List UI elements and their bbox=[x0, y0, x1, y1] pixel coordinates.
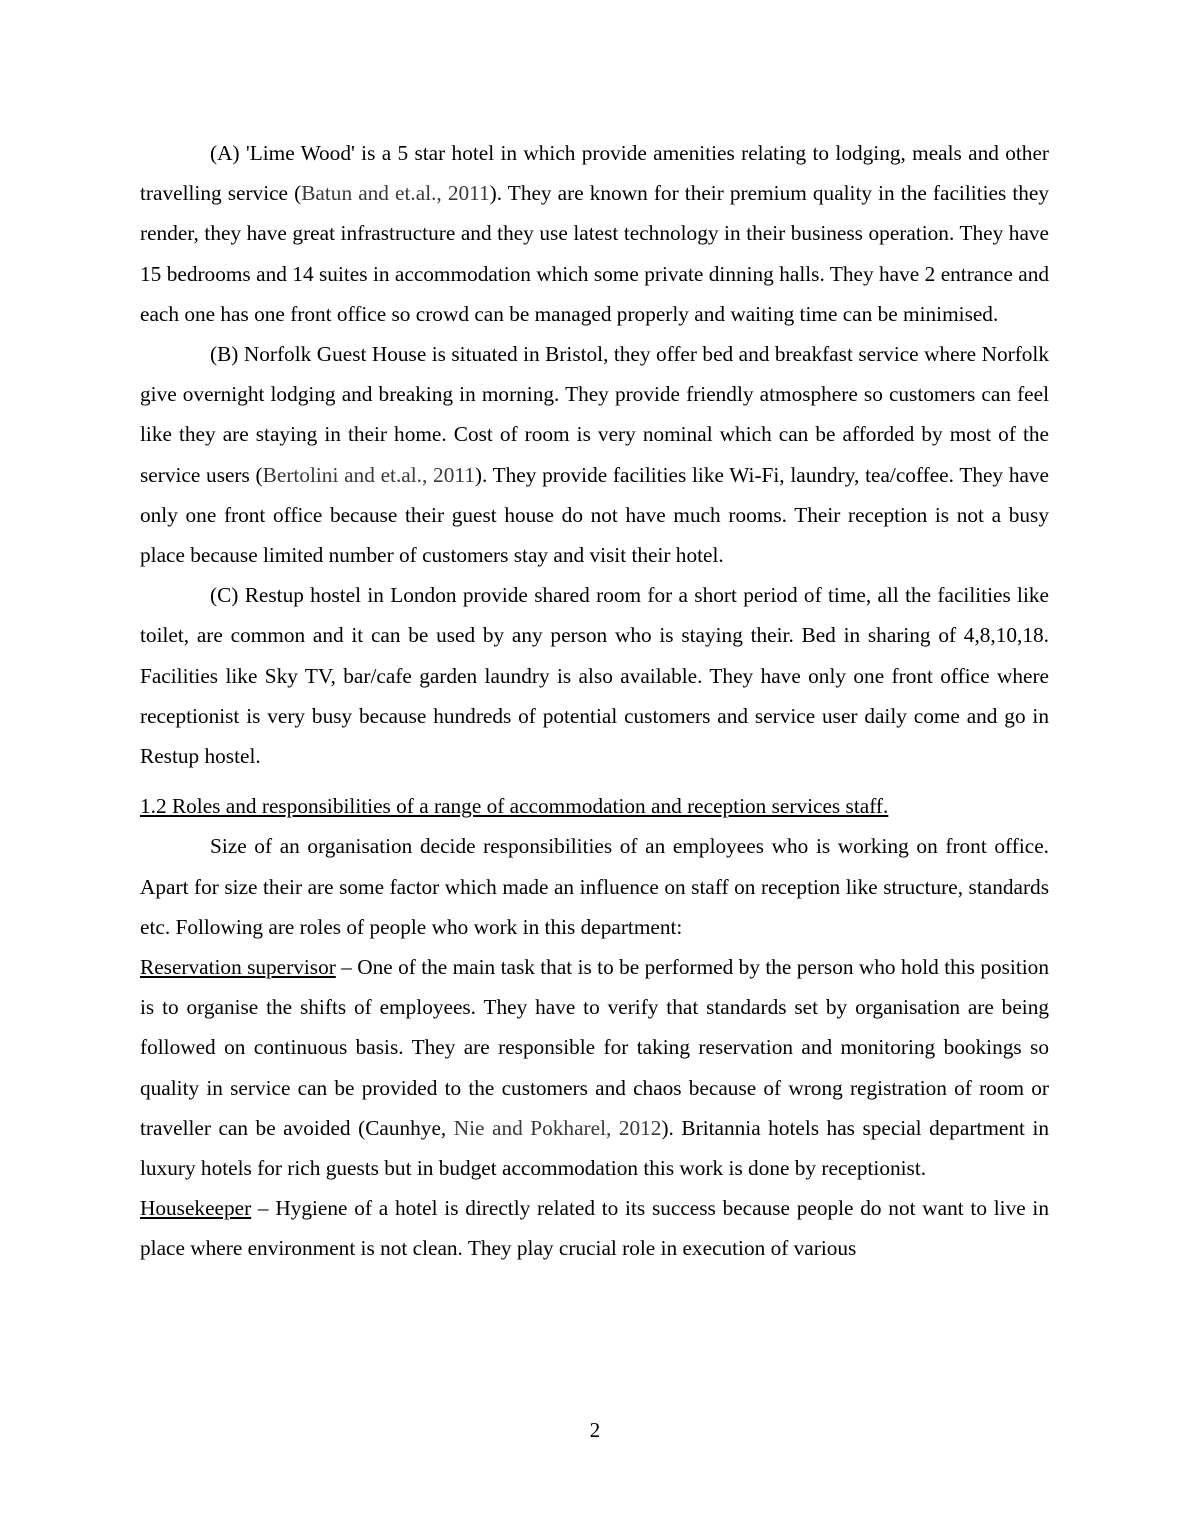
paragraph-norfolk bbox=[140, 334, 1049, 575]
role-title: Reservation supervisor bbox=[140, 955, 336, 980]
paragraph-lime-wood bbox=[140, 133, 1049, 334]
citation: Batun and et.al., 2011 bbox=[301, 181, 490, 206]
role-text: – One of the main task that is to be performed by the person who hold this position is to organise the shifts of employees. They have to verify that standards set by organisation are being followed on continuous basis. They are responsible for taking reservation and monitoring bookings so quality in service can be provided to the customers and chaos because of wrong registration of room or traveller can be avoided (Caunhye, bbox=[140, 955, 1049, 1140]
citation: Nie and Pokharel, 2012 bbox=[453, 1115, 662, 1140]
citation: Bertolini and et.al., 2011 bbox=[262, 462, 475, 487]
page-number: 2 bbox=[589, 1418, 601, 1442]
paragraph-text: ). They are known for their premium quality in the facilities they render, they have great infrastructure and they use latest technology in their business operation. They have 15 bedrooms and 14 suites in accommodation which some private dinning halls. They have 2 entrance and each one has one front office so crowd can be managed properly and waiting time can be minimised. bbox=[140, 181, 1050, 326]
role-reservation-supervisor bbox=[140, 947, 1049, 1188]
paragraph-text: (A) 'Lime Wood' is a 5 star hotel in which provide amenities relating to lodging, meals and other travelling service ( bbox=[140, 141, 1049, 206]
document-page bbox=[140, 133, 1049, 1269]
paragraph-restup: (C) Restup hostel in London provide shared room for a short period of time, all the facilities like toilet, are common and it can be used by any person who is staying their. Bed in sharing of 4,8,10,18. Facilities like Sky TV, bar/cafe garden laundry is also available. They have only one front office where receptionist is very busy because hundreds of potential customers and service user daily come and go in Restup hostel. bbox=[140, 583, 1049, 769]
role-text: ). Britannia hotels has special department in luxury hotels for rich guests but in budget accommodation this work is done by receptionist. bbox=[140, 1115, 1050, 1181]
role-title: Housekeeper bbox=[140, 1196, 252, 1221]
role-text: – Hygiene of a hotel is directly related to its success because people do not want to live in place where environment is not clean. They play crucial role in execution of various bbox=[140, 1196, 1049, 1261]
paragraph-text: ). They provide facilities like Wi-Fi, laundry, tea/coffee. They have only one front office because their guest house do not have much rooms. Their reception is not a busy place because limited number of customers stay and visit their hotel. bbox=[140, 462, 1050, 568]
section-intro: Size of an organisation decide responsibilities of an employees who is working on front office. Apart for size their are some factor which made an influence on staff on reception like structure, standards etc. Following are roles of people who work in this department: bbox=[140, 834, 1049, 939]
paragraph-text: (B) Norfolk Guest House is situated in Bristol, they offer bed and breakfast service where Norfolk give overnight lodging and breaking in morning. They provide friendly atmosphere so customers can feel like they are staying in their home. Cost of room is very nominal which can be afforded by most of the service users ( bbox=[140, 342, 1049, 487]
role-housekeeper bbox=[140, 1188, 1049, 1268]
section-heading: 1.2 Roles and responsibilities of a range of accommodation and reception services staff. bbox=[140, 794, 889, 819]
